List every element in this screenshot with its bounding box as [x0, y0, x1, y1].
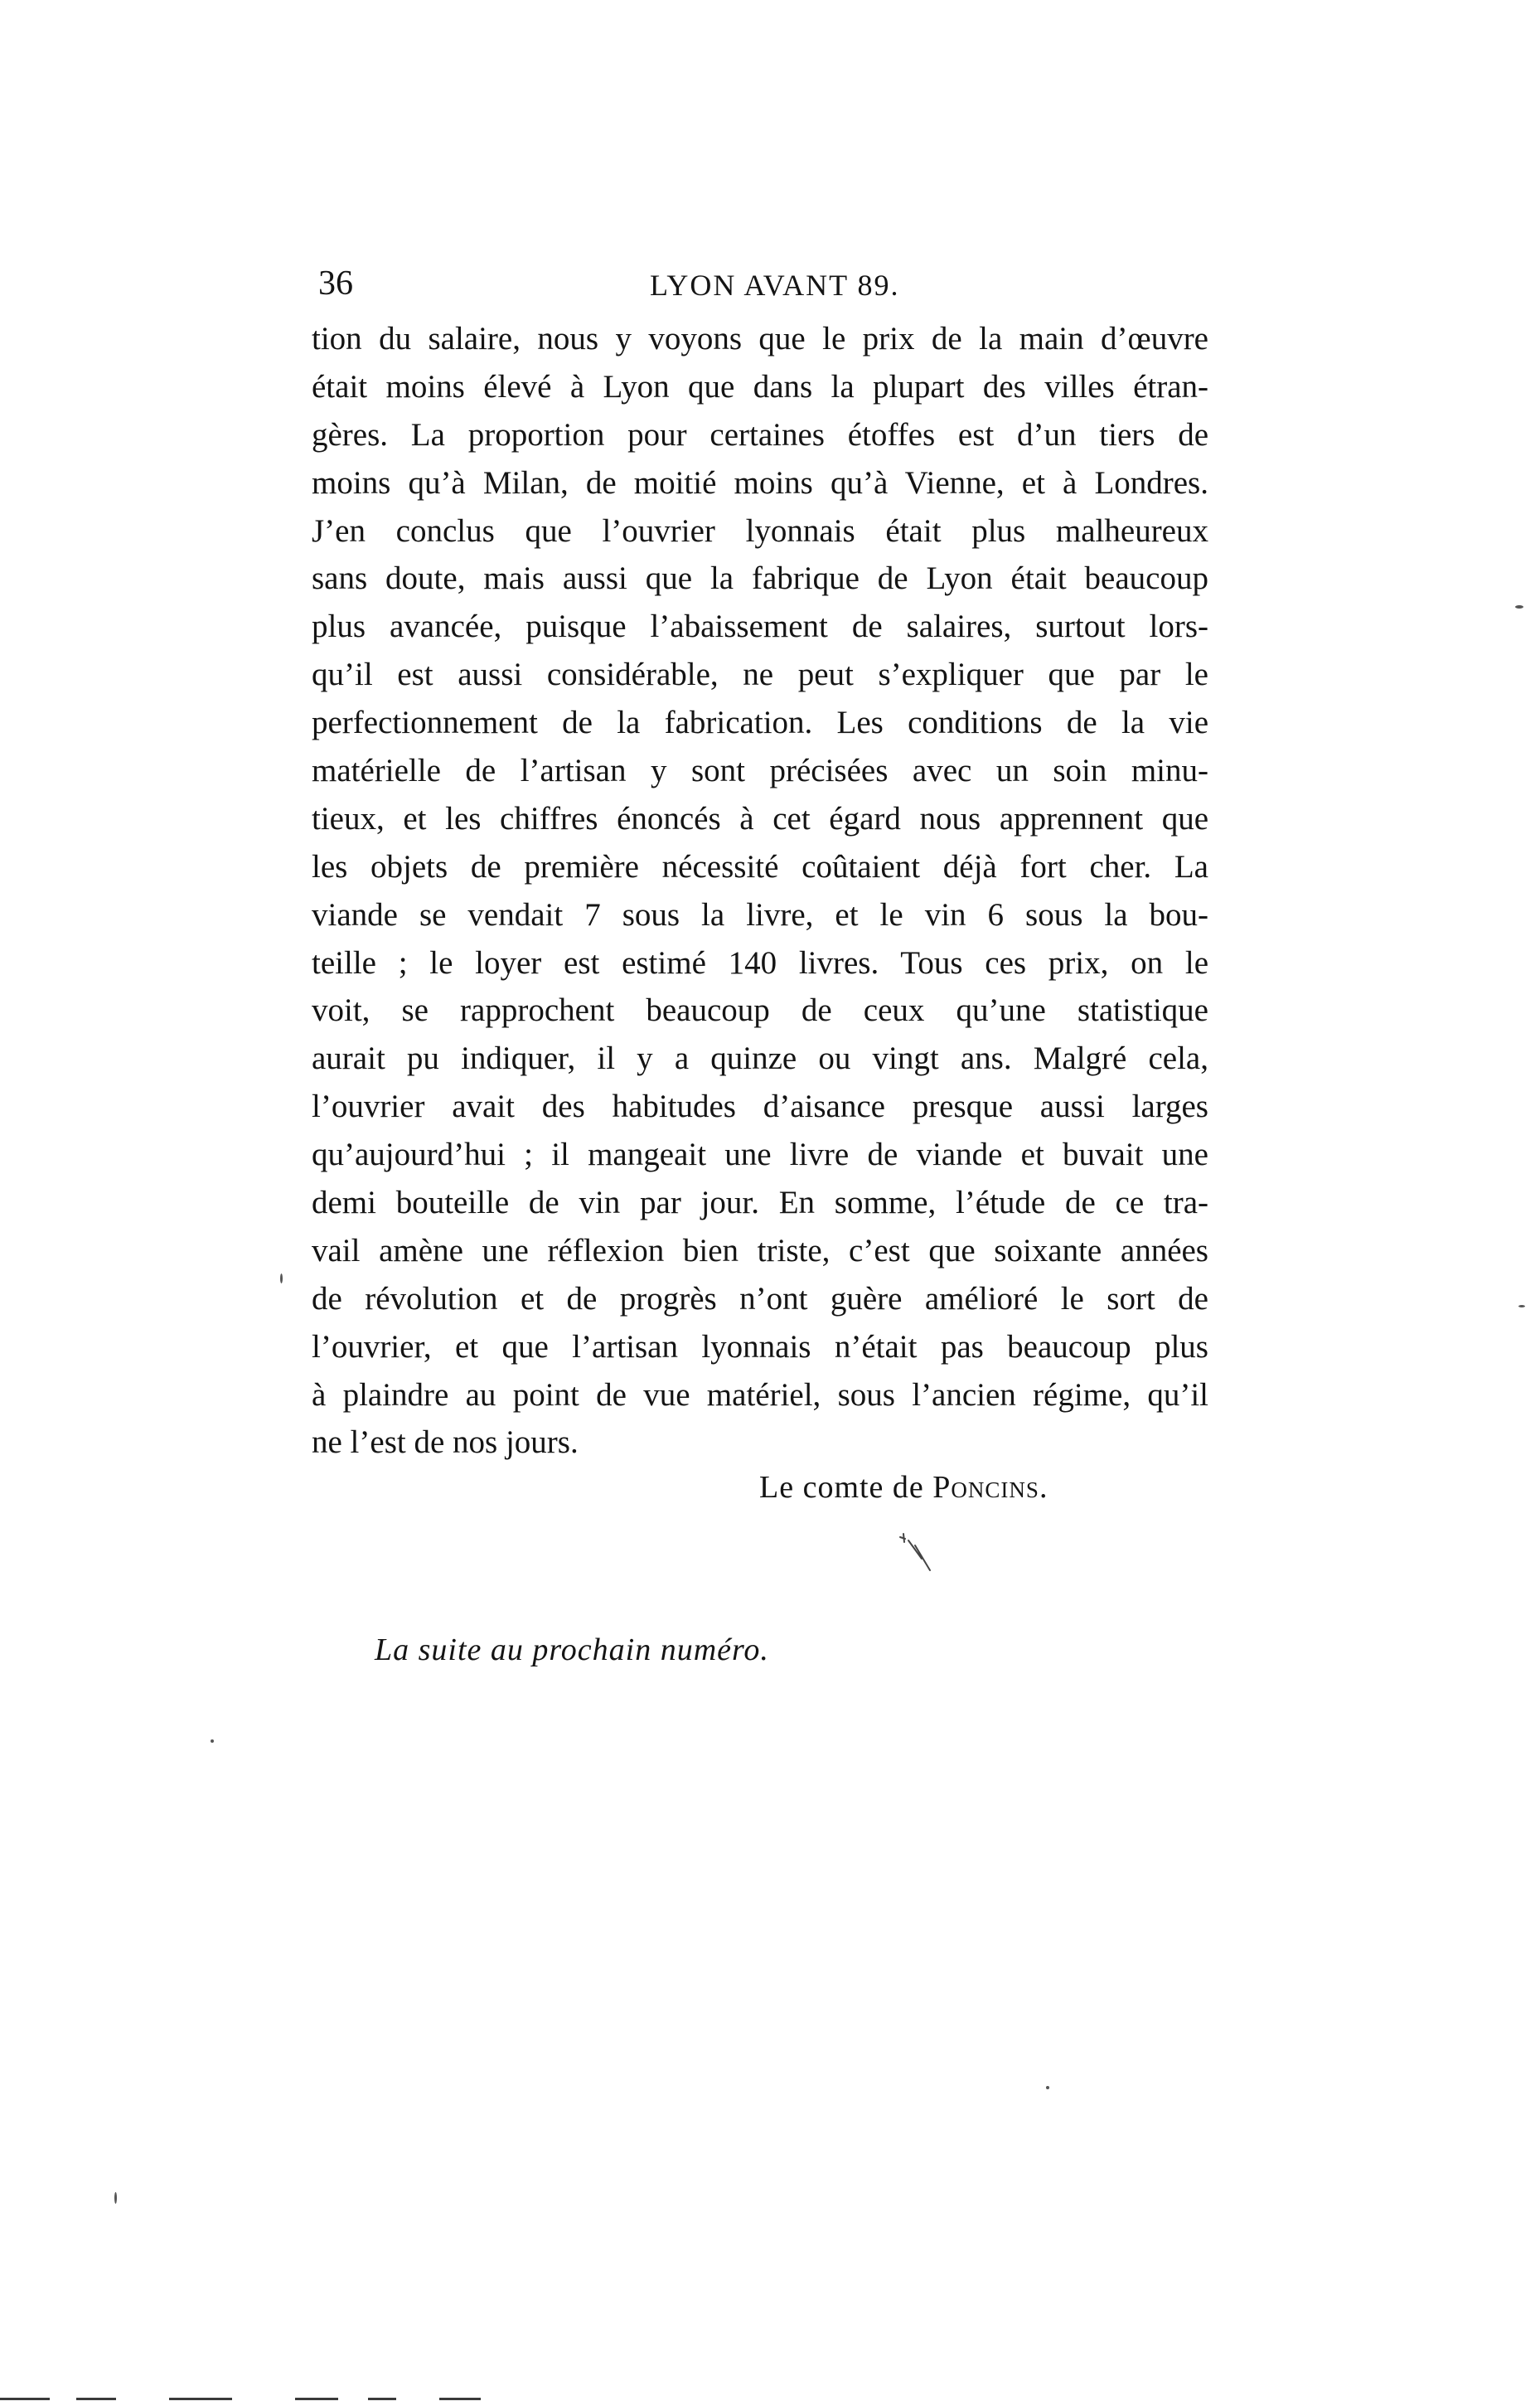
scan-edge-mark	[295, 2398, 338, 2400]
text-line: gères. La proportion pour certaines étoffes est d’un tiers de	[312, 416, 1208, 453]
text-line: perfectionnement de la fabrication. Les conditions de la vie	[312, 705, 1208, 741]
text-line: sans doute, mais aussi que la fabrique de Lyon était beaucoup	[312, 560, 1208, 597]
text-line: tion du salaire, nous y voyons que le prix de la main d’œuvre	[312, 321, 1208, 357]
text-line: moins qu’à Milan, de moitié moins qu’à Vienne, et à Londres.	[312, 464, 1208, 501]
text-line: les objets de première nécessité coûtaient déjà fort cher. La	[312, 848, 1208, 885]
page-number: 36	[318, 264, 353, 303]
text-line: l’ouvrier avait des habitudes d’aisance presque aussi larges	[312, 1089, 1208, 1125]
text-line: aurait pu indiquer, il y a quinze ou vingt ans. Malgré cela,	[312, 1040, 1208, 1077]
text-line: plus avancée, puisque l’abaissement de salaires, surtout lors-	[312, 609, 1208, 645]
author-signature	[759, 1463, 1048, 1512]
text-line: teille ; le loyer est estimé 140 livres. Tous ces prix, on le	[312, 944, 1208, 981]
scan-edge-mark	[368, 2398, 396, 2400]
text-line: J’en conclus que l’ouvrier lyonnais était plus malheureux	[312, 512, 1208, 549]
text-line: à plaindre au point de vue matériel, sous l’ancien régime, qu’il	[312, 1376, 1208, 1413]
scan-edge-mark	[169, 2398, 232, 2400]
body-text	[312, 315, 1208, 1467]
signature-prefix: Le comte de	[759, 1470, 924, 1505]
text-line: l’ouvrier, et que l’artisan lyonnais n’était pas beaucoup plus	[312, 1328, 1208, 1365]
continuation-note: La suite au prochain numéro.	[375, 1632, 769, 1667]
text-line: tieux, et les chiffres énoncés à cet égard nous apprennent que	[312, 800, 1208, 837]
text-line: de révolution et de progrès n’ont guère amélioré le sort de	[312, 1280, 1208, 1317]
text-line: matérielle de l’artisan y sont précisées avec un soin minu-	[312, 753, 1208, 789]
scan-speck	[1046, 2086, 1049, 2089]
text-line: vail amène une réflexion bien triste, c’est que soixante années	[312, 1232, 1208, 1268]
scan-edge-mark	[76, 2398, 116, 2400]
text-line: qu’aujourd’hui ; il mangeait une livre de viande et buvait une	[312, 1137, 1208, 1173]
scan-edge-mark	[0, 2398, 50, 2400]
text-line: voit, se rapprochent beaucoup de ceux qu’une statistique	[312, 992, 1208, 1029]
signature-name: Poncins.	[932, 1470, 1048, 1505]
text-line: viande se vendait 7 sous la livre, et le vin 6 sous la bou-	[312, 896, 1208, 933]
text-line-last: ne l’est de nos jours.	[312, 1424, 579, 1461]
scan-speck	[211, 1739, 214, 1743]
scan-speck	[280, 1273, 283, 1283]
scan-speck	[114, 2192, 117, 2204]
ornament-mark-icon	[897, 1530, 947, 1580]
scan-speck	[1515, 605, 1523, 609]
scan-edge-mark	[439, 2398, 481, 2400]
text-line: qu’il est aussi considérable, ne peut s’expliquer que par le	[312, 657, 1208, 693]
text-line: était moins élevé à Lyon que dans la plupart des villes étran-	[312, 368, 1208, 405]
running-title: LYON AVANT 89.	[650, 269, 900, 302]
text-line: demi bouteille de vin par jour. En somme, l’étude de ce tra-	[312, 1185, 1208, 1221]
scan-speck	[1518, 1305, 1525, 1307]
running-head	[312, 259, 1215, 308]
